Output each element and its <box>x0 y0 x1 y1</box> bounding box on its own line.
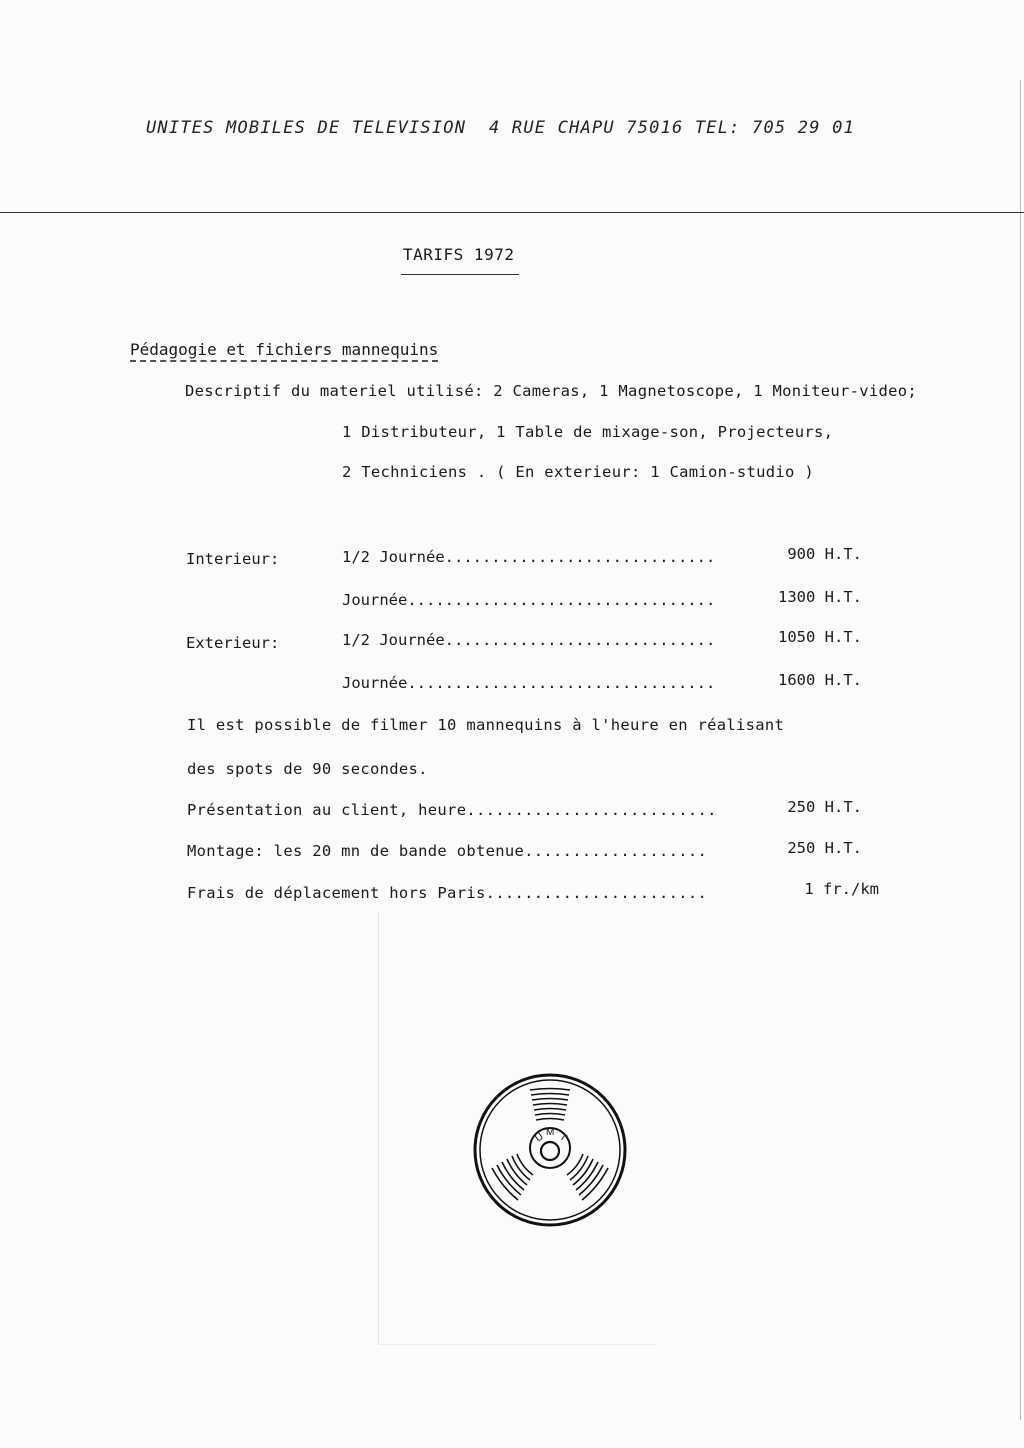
extra-item: Montage: les 20 mn de bande obtenue................... <box>187 842 708 860</box>
note-line-1: Il est possible de filmer 10 mannequins à l'heure en réalisant <box>187 716 785 734</box>
svg-text:U: U <box>532 1131 546 1145</box>
svg-text:M: M <box>545 1127 554 1138</box>
extra-price: 1 fr./km <box>804 880 879 898</box>
description-line-3: 2 Techniciens . ( En exterieur: 1 Camion-studio ) <box>342 463 814 481</box>
svg-text:T: T <box>556 1131 569 1144</box>
rate-item: 1/2 Journée............................. <box>342 631 716 649</box>
extra-item: Frais de déplacement hors Paris....................... <box>187 884 708 902</box>
description-line-1: Descriptif du materiel utilisé: 2 Cameras, 1 Magnetoscope, 1 Moniteur-video; <box>185 382 918 400</box>
rate-item: Journée................................. <box>342 674 716 692</box>
title-underline <box>401 274 519 275</box>
header-rule <box>0 212 1024 213</box>
rate-price: 900 H.T. <box>787 545 862 563</box>
exterieur-label: Exterieur: <box>186 634 280 652</box>
interieur-label: Interieur: <box>186 550 280 568</box>
extra-price: 250 H.T. <box>787 798 862 816</box>
page-title: TARIFS 1972 <box>403 245 515 264</box>
note-line-2: des spots de 90 secondes. <box>187 760 428 778</box>
page-edge <box>1020 80 1021 1420</box>
rate-price: 1600 H.T. <box>778 671 862 689</box>
extra-price: 250 H.T. <box>787 839 862 857</box>
rate-price: 1300 H.T. <box>778 588 862 606</box>
description-line-2: 1 Distributeur, 1 Table de mixage-son, Projecteurs, <box>342 423 834 441</box>
rate-price: 1050 H.T. <box>778 628 862 646</box>
letterhead: UNITES MOBILES DE TELEVISION 4 RUE CHAPU 75016 TEL: 705 29 01 <box>146 118 855 138</box>
section-title: Pédagogie et fichiers mannequins <box>130 340 439 359</box>
film-reel-logo-icon <box>433 1053 589 1209</box>
rate-item: 1/2 Journée............................. <box>342 548 716 566</box>
extra-item: Présentation au client, heure.......................... <box>187 801 717 819</box>
rate-item: Journée................................. <box>342 591 716 609</box>
